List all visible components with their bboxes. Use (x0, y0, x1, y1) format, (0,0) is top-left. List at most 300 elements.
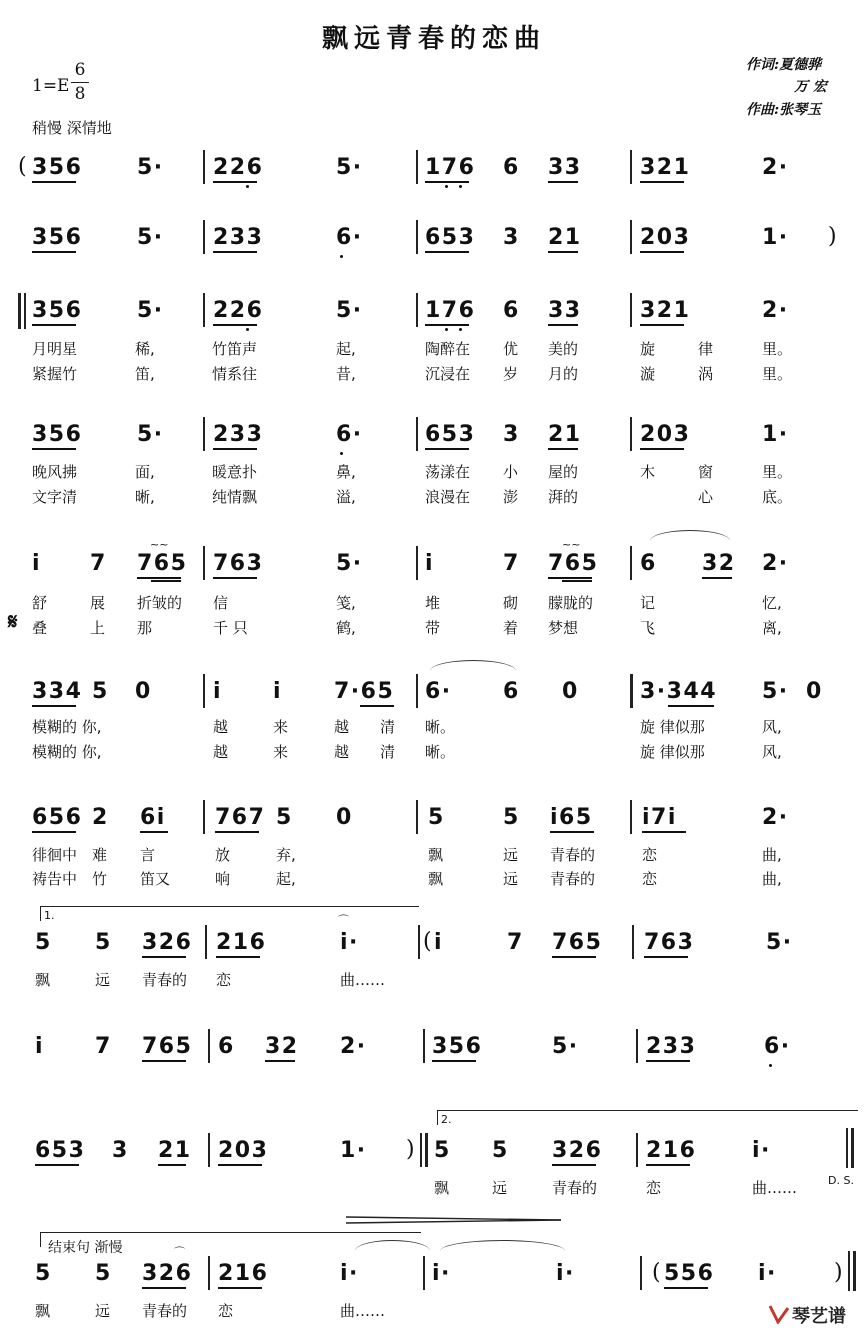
note: 5· (137, 422, 164, 447)
note: 7 (503, 551, 520, 576)
note: i (32, 551, 42, 576)
lyric: 清 (380, 718, 396, 736)
octave-dot (246, 328, 249, 331)
note: 216 (216, 930, 267, 955)
note: 7·65 (334, 679, 395, 704)
note: 3 (503, 422, 520, 447)
note: 216 (646, 1138, 697, 1163)
paren-close: ) (406, 1137, 415, 1162)
note: 203 (640, 422, 691, 447)
lyric: 青春的 (552, 1179, 598, 1197)
note: 7 (507, 930, 524, 955)
note: 6 (503, 298, 520, 323)
lyric: 暖意扑 (212, 463, 258, 481)
barline (630, 546, 632, 580)
underline (142, 1287, 186, 1289)
lyric: 笺, (336, 594, 356, 612)
note: 356 (32, 155, 83, 180)
time-sig-bottom: 8 (74, 84, 86, 104)
song-title: 飘远青春的恋曲 (321, 24, 546, 54)
lyric: 旋 律似那 (640, 743, 705, 761)
note: 556 (664, 1261, 715, 1286)
barline (416, 417, 418, 451)
note: 356 (32, 422, 83, 447)
underline (213, 324, 257, 326)
barline (416, 546, 418, 580)
brand-logo-icon (768, 1304, 790, 1324)
lyric: 竹 (92, 870, 108, 888)
lyric: 飘 (35, 1302, 51, 1320)
underline (668, 705, 714, 707)
note: 2· (762, 551, 789, 576)
lyric: 旋 (640, 340, 656, 358)
note: 3 (503, 225, 520, 250)
composer-credit: 作曲:张琴玉 (746, 102, 822, 118)
note: 21 (158, 1138, 192, 1163)
lyric: 纯情飘 (212, 488, 258, 506)
ending-label: 结束句 渐慢 (48, 1240, 123, 1256)
barline (423, 1029, 425, 1063)
lyric: 远 (503, 846, 519, 864)
note: 5· (552, 1034, 579, 1059)
barline (416, 293, 418, 327)
underline (548, 251, 578, 253)
lyric: 上 (90, 619, 106, 637)
octave-dot (445, 185, 448, 188)
note: 2· (762, 805, 789, 830)
underline (32, 705, 76, 707)
underline (425, 448, 469, 450)
volta-label: 2. (441, 1113, 452, 1126)
note: 6· (764, 1034, 791, 1059)
tempo-marking: 稍慢 深情地 (32, 119, 112, 137)
underline (32, 448, 76, 450)
lyric: 放 (215, 846, 231, 864)
note: i (35, 1034, 45, 1059)
lyric: 朦胧的 (548, 594, 594, 612)
lyric: 沉浸在 (425, 365, 471, 383)
volta-bracket-2 (437, 1110, 858, 1125)
lyric: 离, (762, 619, 782, 637)
note: i (434, 930, 444, 955)
note: i· (340, 930, 359, 955)
lyric: 响 (215, 870, 231, 888)
barline (203, 150, 205, 184)
note: 5· (336, 551, 363, 576)
lyric: 旋 律似那 (640, 718, 705, 736)
lyric: 面, (135, 463, 155, 481)
underline (548, 181, 578, 183)
octave-dot (445, 328, 448, 331)
lyric: 优 (503, 340, 519, 358)
lyricist2-credit: 万 宏 (794, 79, 827, 95)
barline (203, 546, 205, 580)
note: 32 (265, 1034, 299, 1059)
underline (32, 831, 76, 833)
underline (32, 181, 76, 183)
lyric: 恋 (216, 971, 232, 989)
note: 321 (640, 155, 691, 180)
lyric: 恋 (218, 1302, 234, 1320)
decrescendo-hairpin (346, 1214, 566, 1226)
lyric: 越 (334, 718, 350, 736)
underline (213, 577, 257, 579)
note: 6 (640, 551, 657, 576)
lyric: 飘 (428, 846, 444, 864)
lyric: 晚风拂 (32, 463, 78, 481)
note: 176 (425, 155, 476, 180)
note: 5· (137, 225, 164, 250)
octave-dot (459, 185, 462, 188)
note: 5 (434, 1138, 451, 1163)
underline (213, 448, 257, 450)
note: 6 (503, 155, 520, 180)
lyric: 木 (640, 463, 656, 481)
ornament: ~~ (562, 538, 581, 551)
barline (636, 1133, 638, 1167)
lyric: 曲…… (752, 1179, 798, 1197)
note: 216 (218, 1261, 269, 1286)
lyric: 记 (640, 594, 656, 612)
lyric: 曲, (762, 870, 782, 888)
lyric: 起, (276, 870, 296, 888)
underline (640, 251, 684, 253)
barline (630, 417, 632, 451)
lyric: 起, (336, 340, 356, 358)
final-barline (851, 1128, 854, 1168)
tie (440, 1240, 565, 1251)
lyric: 青春的 (142, 971, 188, 989)
note: i· (752, 1138, 771, 1163)
barline (205, 925, 207, 959)
note: 5· (336, 155, 363, 180)
note: i· (758, 1261, 777, 1286)
lyric: 陶醉在 (425, 340, 471, 358)
underline (664, 1287, 708, 1289)
lyric: 叠 (32, 619, 48, 637)
octave-dot (459, 328, 462, 331)
lyric: 笛又 (140, 870, 171, 888)
note: 6· (425, 679, 452, 704)
lyric: 砌 (503, 594, 519, 612)
underline (218, 1164, 262, 1166)
lyric: 祷告中 (32, 870, 78, 888)
ds-marking: D. S. (828, 1174, 854, 1187)
note: 5 (92, 679, 109, 704)
volta-bracket-1 (40, 906, 419, 921)
note: 1· (340, 1138, 367, 1163)
note: 5 (95, 930, 112, 955)
lyric: 文字清 (32, 488, 78, 506)
repeat-barline (24, 293, 26, 329)
lyric: 清 (380, 743, 396, 761)
underline (360, 705, 394, 707)
note: 7 (90, 551, 107, 576)
lyric: 曲…… (340, 971, 386, 989)
volta-label: 1. (44, 909, 55, 922)
lyric: 漩 (640, 365, 656, 383)
note: i7i (642, 805, 677, 830)
underline (640, 181, 684, 183)
underline (425, 324, 469, 326)
lyric: 远 (503, 870, 519, 888)
note: 6 (503, 679, 520, 704)
repeat-barline (18, 293, 21, 329)
paren-close: ) (828, 224, 837, 249)
lyric: 言 (140, 846, 156, 864)
underline (640, 324, 684, 326)
underline (646, 1060, 690, 1062)
note: 765 (548, 551, 599, 576)
note: 5· (137, 155, 164, 180)
lyric: 风, (762, 718, 782, 736)
note: 6 (218, 1034, 235, 1059)
underline (137, 577, 181, 579)
note: 326 (552, 1138, 603, 1163)
note: i65 (550, 805, 593, 830)
lyric: 恋 (642, 870, 658, 888)
underline (32, 251, 76, 253)
note: 656 (32, 805, 83, 830)
lyric: 情系往 (212, 365, 258, 383)
paren-open: ( (652, 1260, 661, 1285)
key-signature: 1=E (32, 76, 70, 96)
lyric: 来 (273, 743, 289, 761)
lyric: 飘 (428, 870, 444, 888)
lyric: 难 (92, 846, 108, 864)
lyric: 那 (137, 619, 153, 637)
note: 203 (218, 1138, 269, 1163)
underline (552, 1164, 596, 1166)
note: 21 (548, 422, 582, 447)
lyric: 风, (762, 743, 782, 761)
lyric: 里。 (762, 365, 793, 383)
underline (213, 251, 257, 253)
note: i· (556, 1261, 575, 1286)
lyric: 恋 (642, 846, 658, 864)
lyric: 飘 (434, 1179, 450, 1197)
barline (208, 1133, 210, 1167)
note: 33 (548, 155, 582, 180)
lyric: 舒 (32, 594, 48, 612)
note: 767 (215, 805, 266, 830)
lyric: 屋的 (548, 463, 579, 481)
lyric: 来 (273, 718, 289, 736)
underline (548, 448, 578, 450)
note: 7 (95, 1034, 112, 1059)
underline (425, 251, 469, 253)
lyric: 远 (492, 1179, 508, 1197)
barline (632, 925, 634, 959)
underline (215, 831, 259, 833)
lyric: 美的 (548, 340, 579, 358)
note: 1· (762, 225, 789, 250)
note: 5 (503, 805, 520, 830)
barline (208, 1029, 210, 1063)
slur (430, 660, 516, 671)
note: 6· (336, 422, 363, 447)
lyric: 晰, (135, 488, 155, 506)
barline (630, 800, 632, 834)
lyric: 信 (213, 594, 229, 612)
repeat-barline (420, 1133, 422, 1167)
lyric: 岁 (503, 365, 519, 383)
lyric: 竹笛声 (212, 340, 258, 358)
note: 2 (92, 805, 109, 830)
barline (416, 800, 418, 834)
barline (208, 1256, 210, 1290)
note: 0 (336, 805, 353, 830)
note: 5· (137, 298, 164, 323)
barline (630, 674, 633, 708)
note: 21 (548, 225, 582, 250)
lyric: 曲…… (340, 1302, 386, 1320)
slur (650, 530, 730, 541)
lyric: 鼻, (336, 463, 356, 481)
lyricist-credit: 作词:夏德骅 (746, 57, 822, 73)
note: 233 (646, 1034, 697, 1059)
note: 653 (425, 225, 476, 250)
underline (265, 1060, 295, 1062)
note: 653 (425, 422, 476, 447)
note: 5 (35, 1261, 52, 1286)
lyric: 小 (503, 463, 519, 481)
note: 321 (640, 298, 691, 323)
lyric: 越 (334, 743, 350, 761)
underline (140, 831, 168, 833)
paren-close: ) (834, 1260, 843, 1285)
note: 765 (552, 930, 603, 955)
octave-dot (769, 1064, 772, 1067)
underline (550, 831, 594, 833)
lyric: 模糊的 你, (32, 743, 102, 761)
underline (640, 448, 684, 450)
underline (425, 181, 469, 183)
lyric: 青春的 (550, 846, 596, 864)
underline (432, 1060, 476, 1062)
final-barline (846, 1128, 848, 1168)
underline (548, 577, 592, 579)
note: 33 (548, 298, 582, 323)
barline (630, 220, 632, 254)
note: 5 (95, 1261, 112, 1286)
lyric: 着 (503, 619, 519, 637)
underline (548, 324, 578, 326)
time-sig-top: 6 (74, 60, 86, 80)
note: 233 (213, 422, 264, 447)
lyric: 飞 (640, 619, 656, 637)
paren-open: ( (18, 154, 27, 179)
barline (203, 800, 205, 834)
lyric: 底。 (762, 488, 793, 506)
lyric: 青春的 (550, 870, 596, 888)
underline (702, 577, 732, 579)
note: 5 (276, 805, 293, 830)
note: 3·344 (640, 679, 718, 704)
lyric: 徘徊中 (32, 846, 78, 864)
lyric: 青春的 (142, 1302, 188, 1320)
lyric: 堆 (425, 594, 441, 612)
fermata-icon: ⌒ (338, 914, 349, 927)
lyric: 澎 (503, 488, 519, 506)
time-sig-line (71, 82, 89, 83)
barline (416, 150, 418, 184)
note: 3 (112, 1138, 129, 1163)
lyric: 曲, (762, 846, 782, 864)
note: 5 (428, 805, 445, 830)
barline (636, 1029, 638, 1063)
lyric: 忆, (762, 594, 782, 612)
note: 233 (213, 225, 264, 250)
note: 2· (340, 1034, 367, 1059)
final-barline (853, 1251, 856, 1291)
lyric: 越 (213, 743, 229, 761)
underline (142, 956, 186, 958)
lyric: 晰。 (425, 718, 456, 736)
note: 0 (562, 679, 579, 704)
ornament: ~~ (150, 538, 169, 551)
lyric: 窗 (698, 463, 714, 481)
underline (552, 956, 596, 958)
lyric: 远 (95, 1302, 111, 1320)
underline (218, 1287, 262, 1289)
note: 356 (32, 298, 83, 323)
barline (418, 925, 420, 959)
note: 326 (142, 1261, 193, 1286)
underline (35, 1164, 79, 1166)
underline (213, 181, 257, 183)
note: 2· (762, 298, 789, 323)
note: i· (432, 1261, 451, 1286)
note: 356 (32, 225, 83, 250)
watermark-text: 琴艺谱 (792, 1306, 846, 1327)
note: 765 (137, 551, 188, 576)
note: 0 (806, 679, 823, 704)
note: 226 (213, 155, 264, 180)
lyric: 心 (698, 488, 714, 506)
underline (142, 1060, 186, 1062)
lyric: 恋 (646, 1179, 662, 1197)
note: 0 (135, 679, 152, 704)
lyric: 荡漾在 (425, 463, 471, 481)
lyric: 溢, (336, 488, 356, 506)
note: 32 (702, 551, 736, 576)
lyric: 带 (425, 619, 441, 637)
note: 6i (140, 805, 166, 830)
underline (216, 956, 260, 958)
underline (644, 956, 688, 958)
lyric: 展 (90, 594, 106, 612)
fermata-icon: ⌒ (174, 1246, 185, 1259)
note: 176 (425, 298, 476, 323)
note: 5 (35, 930, 52, 955)
barline (416, 674, 418, 708)
lyric: 里。 (762, 463, 793, 481)
note: 356 (432, 1034, 483, 1059)
barline (630, 150, 632, 184)
note: 6· (336, 225, 363, 250)
lyric: 湃的 (548, 488, 579, 506)
note: i (425, 551, 435, 576)
lyric: 笛, (135, 365, 155, 383)
lyric: 里。 (762, 340, 793, 358)
note: 5· (762, 679, 789, 704)
note: 1· (762, 422, 789, 447)
lyric: 飘 (35, 971, 51, 989)
lyric: 律 (698, 340, 714, 358)
underline (32, 324, 76, 326)
note: 763 (644, 930, 695, 955)
